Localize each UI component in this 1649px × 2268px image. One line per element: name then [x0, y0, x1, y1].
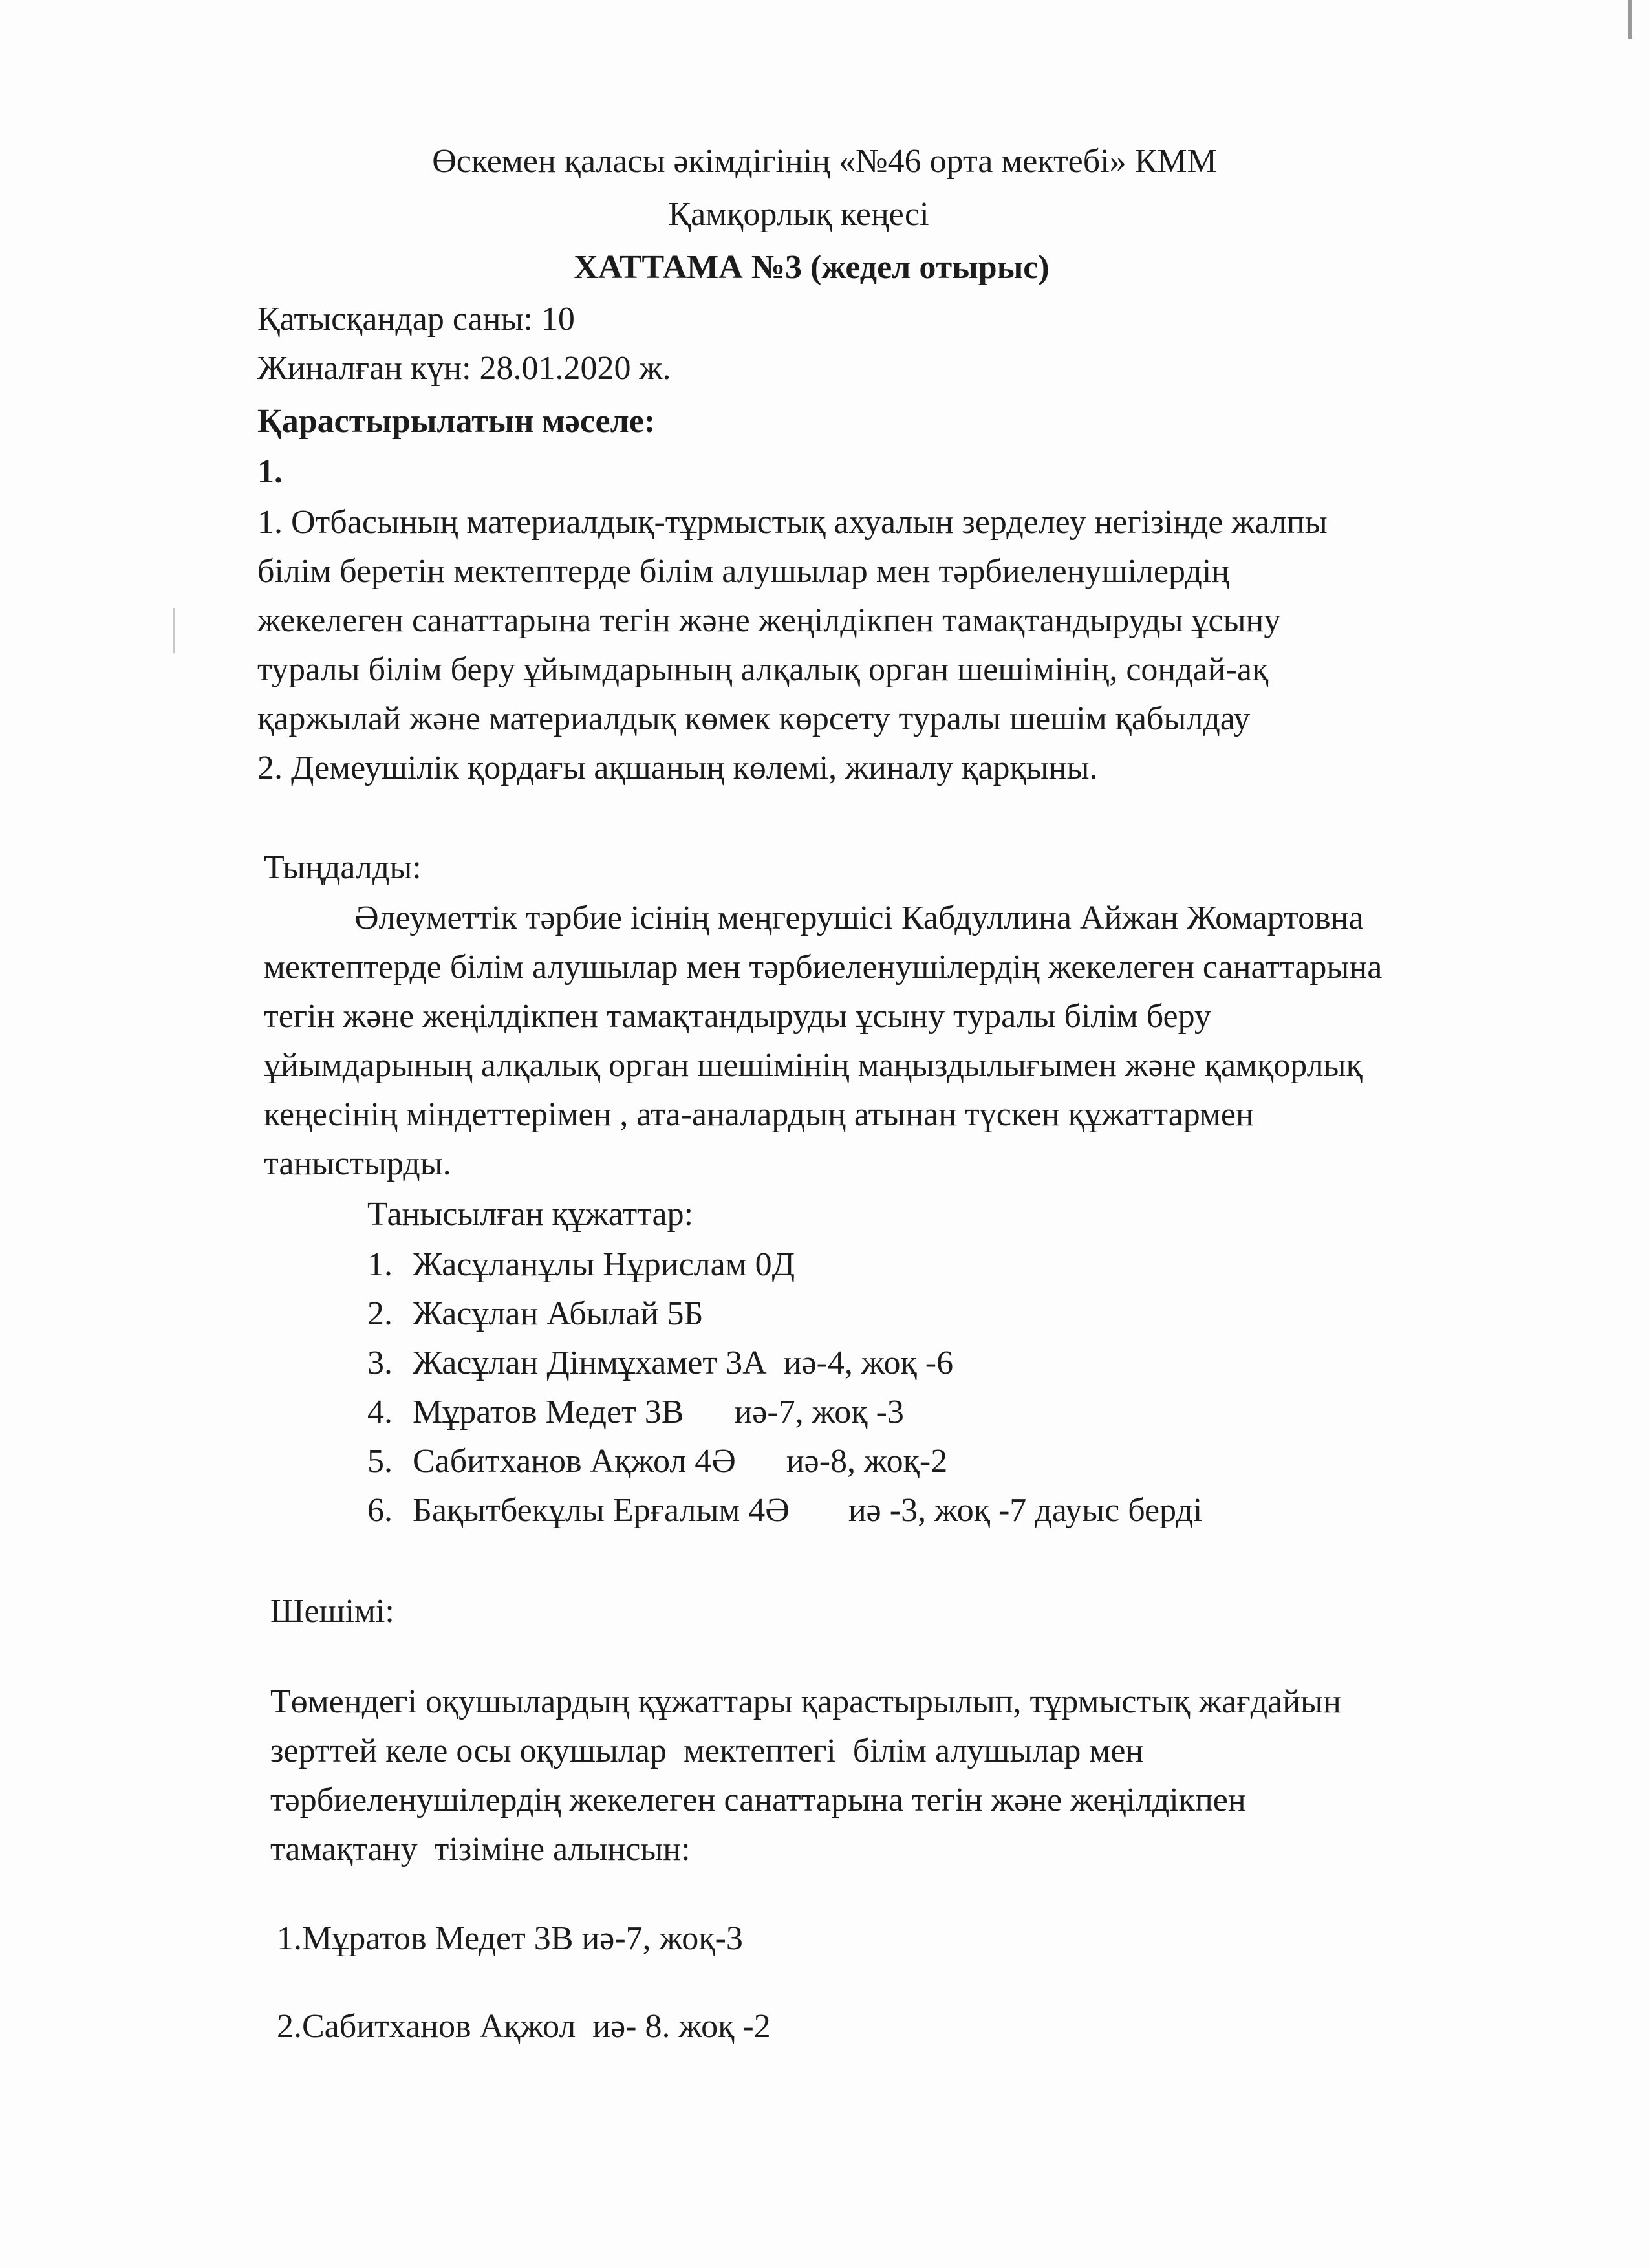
decision-item: 2.Сабитханов Ақжол иә- 8. жоқ -2 — [277, 2008, 771, 2045]
heard-line: тегін және жеңілдікпен тамақтандыруды ұсыну туралы білім беру — [264, 998, 1211, 1035]
agenda-line: туралы білім беру ұйымдарының алқалық орган шешімінің, сондай-ақ — [257, 651, 1269, 688]
agenda-number: 1. — [257, 453, 283, 490]
list-text: Жасұлан Дінмұхамет 3А иә-4, жоқ -6 — [413, 1345, 954, 1381]
document-title: ХАТТАМА №3 (жедел отырыс) — [574, 249, 1050, 286]
agenda-line: 1. Отбасының материалдық-тұрмыстық ахуалын зерделеу негізінде жалпы — [257, 504, 1328, 541]
list-text: Мұратов Медет 3В иә-7, жоқ -3 — [413, 1394, 904, 1431]
meeting-date: Жиналған күн: 28.01.2020 ж. — [257, 350, 671, 387]
document-list-item — [367, 1490, 1202, 1531]
document-list-item — [367, 1392, 904, 1433]
heard-line: таныстырды. — [264, 1145, 451, 1182]
org-name: Өскемен қаласы әкімдігінің «№46 орта мектебі» КММ — [432, 143, 1217, 180]
council-name: Қамқорлық кеңесі — [668, 196, 929, 233]
documents-heading: Танысылған құжаттар: — [367, 1196, 694, 1233]
agenda-heading: Қарастырылатын мәселе: — [257, 403, 656, 440]
document-list-item — [367, 1293, 703, 1335]
agenda-line: 2. Демеушілік қордағы ақшаның көлемі, жиналу қарқыны. — [257, 750, 1098, 786]
document-list-item — [367, 1343, 953, 1384]
heard-heading: Тыңдалды: — [264, 849, 422, 886]
list-number: 4. — [367, 1394, 393, 1431]
decision-line: тамақтану тізіміне алынсын: — [270, 1831, 691, 1868]
document-list-item — [367, 1441, 947, 1482]
scan-edge-mark-left — [173, 608, 175, 653]
decision-item: 1.Мұратов Медет 3В иә-7, жоқ-3 — [277, 1920, 743, 1957]
agenda-line: білім беретін мектептерде білім алушылар мен тәрбиеленушілердің — [257, 553, 1230, 590]
heard-line: Әлеуметтік тәрбие ісінің меңгерушісі Кабдуллина Айжан Жомартовна — [354, 900, 1364, 936]
heard-line: ұйымдарының алқалық орган шешімінің маңыздылығымен және қамқорлық — [264, 1047, 1363, 1084]
list-text: Бақытбекұлы Ерғалым 4Ә иә -3, жоқ -7 дауыс берді — [413, 1492, 1203, 1529]
decision-line: тәрбиеленушілердің жекелеген санаттарына тегін және жеңілдікпен — [270, 1782, 1246, 1819]
heard-line: кеңесінің міндеттерімен , ата-аналардың атынан түскен құжаттармен — [264, 1096, 1254, 1133]
scan-edge-mark-top — [1628, 0, 1632, 39]
list-number: 3. — [367, 1345, 393, 1381]
heard-line: мектептерде білім алушылар мен тәрбиеленушілердің жекелеген санаттарына — [264, 949, 1383, 986]
list-number: 2. — [367, 1295, 393, 1332]
decision-line: зерттей келе осы оқушылар мектептегі білім алушылар мен — [270, 1733, 1144, 1769]
list-number: 1. — [367, 1246, 393, 1283]
decision-heading: Шешімі: — [270, 1593, 394, 1630]
list-number: 6. — [367, 1492, 393, 1529]
agenda-line: қаржылай және материалдық көмек көрсету туралы шешім қабылдау — [257, 700, 1251, 737]
document-list-item — [367, 1244, 795, 1286]
list-number: 5. — [367, 1443, 393, 1480]
list-text: Сабитханов Ақжол 4Ә иә-8, жоқ-2 — [413, 1443, 948, 1480]
decision-line: Төмендегі оқушылардың құжаттары қарастырылып, тұрмыстық жағдайын — [270, 1683, 1341, 1720]
list-text: Жасұланұлы Нұрислам 0Д — [413, 1246, 795, 1283]
participants-count: Қатысқандар саны: 10 — [257, 301, 575, 338]
list-text: Жасұлан Абылай 5Б — [413, 1295, 704, 1332]
agenda-line: жекелеген санаттарына тегін және жеңілдікпен тамақтандыруды ұсыну — [257, 602, 1281, 639]
